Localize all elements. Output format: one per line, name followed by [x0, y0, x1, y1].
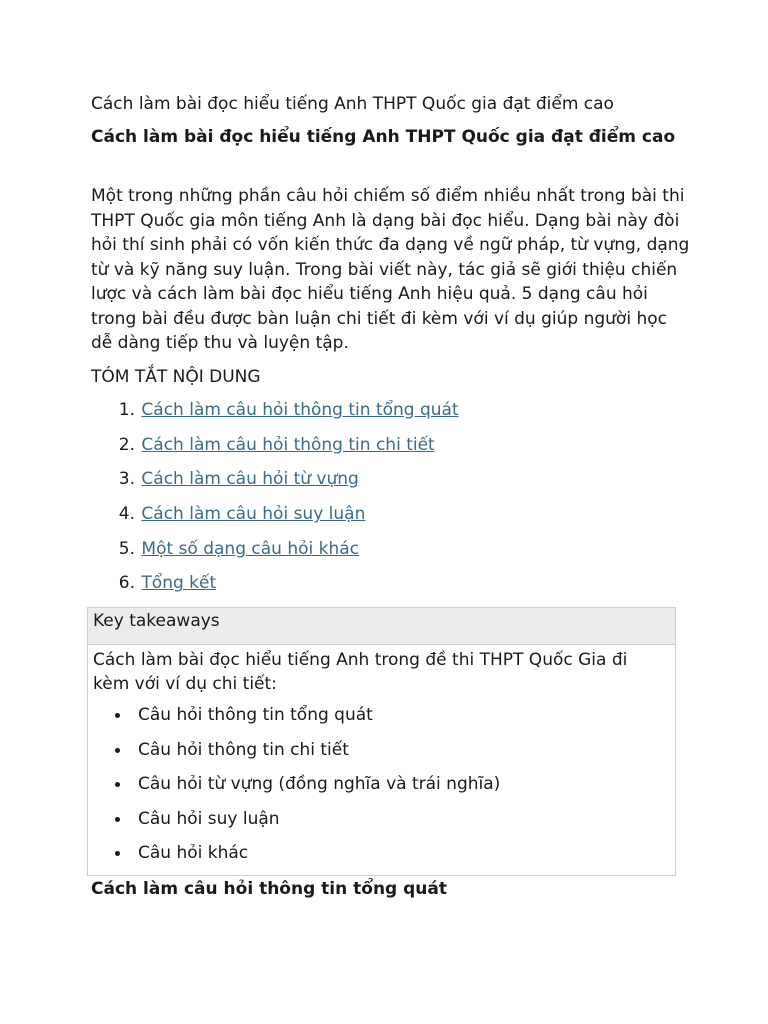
toc-item-number: 3. — [118, 469, 135, 490]
toc-item — [91, 434, 459, 469]
toc-link-summary[interactable]: Tổng kết — [141, 573, 217, 594]
toc-item-number: 6. — [118, 573, 135, 594]
toc-item — [91, 538, 459, 573]
key-takeaways-intro: Cách làm bài đọc hiểu tiếng Anh trong đề thi THPT Quốc Gia đi kèm với ví dụ chi tiết: — [93, 650, 628, 694]
toc-item — [91, 503, 459, 538]
section-heading: Cách làm câu hỏi thông tin tổng quát — [91, 879, 448, 899]
document-title: Cách làm bài đọc hiểu tiếng Anh THPT Quốc gia đạt điểm cao — [91, 94, 614, 114]
toc-link-other-types[interactable]: Một số dạng câu hỏi khác — [141, 538, 360, 559]
toc-link-inference[interactable]: Cách làm câu hỏi suy luận — [141, 504, 366, 525]
key-takeaways-list — [88, 704, 675, 877]
key-takeaways-box — [87, 607, 676, 876]
toc-title: TÓM TẮT NỘI DUNG — [91, 367, 261, 387]
article-heading: Cách làm bài đọc hiểu tiếng Anh THPT Quốc gia đạt điểm cao — [91, 127, 676, 147]
toc-item — [91, 572, 459, 607]
list-item: Câu hỏi thông tin tổng quát — [138, 704, 675, 739]
toc-item — [91, 399, 459, 434]
toc-item — [91, 468, 459, 503]
key-takeaways-title: Key takeaways — [88, 608, 675, 645]
toc-link-vocabulary[interactable]: Cách làm câu hỏi từ vựng — [141, 469, 359, 490]
toc-item-number: 1. — [118, 400, 135, 420]
toc-link-detail-info[interactable]: Cách làm câu hỏi thông tin chi tiết — [141, 434, 435, 455]
toc-item-number: 2. — [118, 434, 135, 455]
list-item: Câu hỏi suy luận — [138, 808, 675, 843]
list-item: Câu hỏi khác — [138, 842, 675, 877]
list-item: Câu hỏi từ vựng (đồng nghĩa và trái nghĩa) — [138, 773, 675, 808]
toc-list — [91, 399, 459, 607]
intro-paragraph: Một trong những phần câu hỏi chiếm số điểm nhiều nhất trong bài thi THPT Quốc gia môn tiếng Anh là dạng bài đọc hiểu. Dạng bài này đòi hỏi thí sinh phải có vốn kiến thức đa dạng về ngữ pháp, từ vựng, dạng từ và kỹ năng suy luận. Trong bài viết này, tác giả sẽ giới thiệu chiến lược và cách làm bài đọc hiểu tiếng Anh hiệu quả. 5 dạng câu hỏi trong bài đều được bàn luận chi tiết đi kèm với ví dụ giúp người học dễ dàng tiếp thu và luyện tập. — [91, 186, 690, 353]
list-item: Câu hỏi thông tin chi tiết — [138, 739, 675, 774]
toc-item-number: 5. — [118, 538, 135, 559]
toc-item-number: 4. — [118, 504, 135, 525]
toc-link-general-info[interactable]: Cách làm câu hỏi thông tin tổng quát — [141, 400, 459, 420]
